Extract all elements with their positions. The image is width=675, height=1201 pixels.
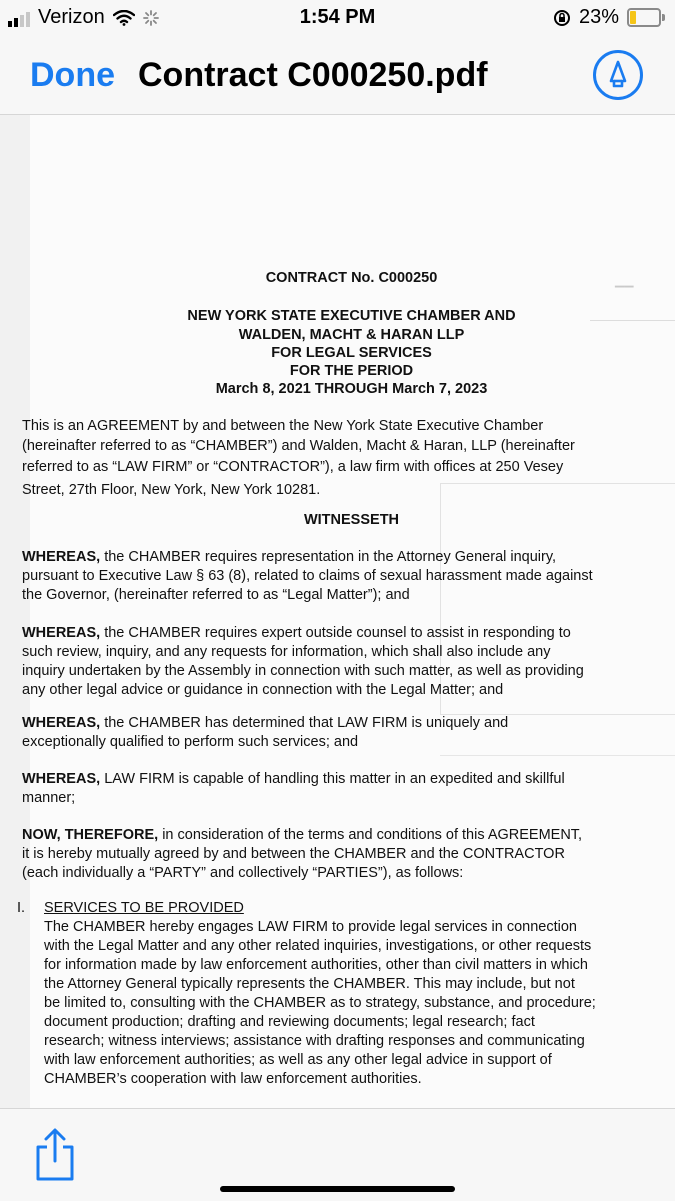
battery-percent: 23% [578, 6, 619, 28]
section-line: be limited to, consulting with the CHAMBER as to strategy, substance, and procedure; [44, 995, 596, 1011]
whereas-paragraph [22, 548, 556, 567]
battery-level-fill [630, 11, 636, 24]
paragraph-line: (each individually a “PARTY” and collectively “PARTIES”), as follows: [22, 865, 464, 881]
document-title: Contract C000250.pdf [138, 56, 488, 94]
status-time: 1:54 PM [299, 6, 376, 28]
heading-line: FOR THE PERIOD [289, 363, 414, 379]
paragraph-line: such review, inquiry, and any requests for information, which shall also include any [22, 644, 551, 660]
heading-line: WALDEN, MACHT & HARAN LLP [238, 327, 465, 343]
share-icon [30, 1127, 80, 1183]
intro-line: This is an AGREEMENT by and between the New York State Executive Chamber [22, 418, 544, 434]
status-bar [0, 0, 675, 38]
paragraph-line: pursuant to Executive Law § 63 (8), related to claims of sexual harassment made against [22, 568, 593, 584]
whereas-label: WHEREAS, [22, 549, 101, 565]
whereas-label: WHEREAS, [22, 625, 101, 641]
paragraph-line: it is hereby mutually agreed by and between the CHAMBER and the CONTRACTOR [22, 846, 565, 862]
section-line: the Attorney General typically represents the CHAMBER. This may include, but not [44, 976, 575, 992]
paragraph-text: in consideration of the terms and conditions of this AGREEMENT, [162, 827, 583, 843]
now-therefore-paragraph [22, 826, 582, 845]
paragraph-line: inquiry undertaken by the Assembly in connection with such matter, as well as providing [22, 663, 584, 679]
markup-pen-icon [596, 53, 640, 97]
whereas-paragraph [22, 624, 571, 643]
intro-line: (hereinafter referred to as “CHAMBER”) and Walden, Macht & Haran, LLP (hereinafter [22, 438, 575, 454]
section-title: SERVICES TO BE PROVIDED [44, 900, 244, 916]
heading-line: FOR LEGAL SERVICES [271, 345, 432, 361]
section-line: CHAMBER’s cooperation with law enforcement authorities. [44, 1071, 422, 1087]
section-line: The CHAMBER hereby engages LAW FIRM to provide legal services in connection [44, 919, 577, 935]
paragraph-text: the CHAMBER requires expert outside counsel to assist in responding to [104, 625, 571, 641]
document-viewer[interactable] [0, 115, 675, 1108]
whereas-label: WHEREAS, [22, 771, 101, 787]
whereas-paragraph [22, 714, 508, 733]
heading-line: March 8, 2021 THROUGH March 7, 2023 [215, 381, 488, 397]
home-indicator[interactable] [220, 1186, 455, 1192]
section-line: document production; drafting and reviewing documents; legal research; fact [44, 1014, 535, 1030]
share-button[interactable] [30, 1127, 80, 1183]
heading-line: NEW YORK STATE EXECUTIVE CHAMBER AND [187, 308, 516, 324]
paragraph-line: the Governor, (hereinafter referred to as “Legal Matter”); and [22, 587, 410, 603]
witnesseth-heading: WITNESSETH [303, 512, 400, 528]
whereas-label: WHEREAS, [22, 715, 101, 731]
paragraph-line: manner; [22, 790, 76, 806]
bleed-through [590, 320, 675, 381]
orientation-lock-icon [553, 9, 571, 27]
paragraph-text: LAW FIRM is capable of handling this matter in an expedited and skillful [104, 771, 565, 787]
intro-line: referred to as “LAW FIRM” or “CONTRACTOR”), a law firm with offices at 250 Vesey [22, 459, 564, 475]
markup-button[interactable] [593, 50, 643, 100]
carrier-label: Verizon [38, 6, 105, 28]
section-line: with law enforcement authorities; as well as any other legal advice in support of [44, 1052, 552, 1068]
battery-icon [627, 8, 661, 27]
pdf-page [17, 115, 675, 1108]
section-line: research; witness interviews; assistance with drafting responses and communicating [44, 1033, 585, 1049]
paragraph-text: the CHAMBER has determined that LAW FIRM is uniquely and [104, 715, 509, 731]
intro-line: Street, 27th Floor, New York, New York 10281. [22, 482, 321, 498]
paragraph-text: the CHAMBER requires representation in the Attorney General inquiry, [104, 549, 557, 565]
whereas-paragraph [22, 770, 565, 789]
section-line: for information made by law enforcement authorities, other than civil matters in which [44, 957, 588, 973]
navigation-bar [0, 38, 675, 115]
section-line: with the Legal Matter and any other related inquiries, investigations, or other requests [44, 938, 592, 954]
bleed-through: ▔▔ [615, 286, 634, 300]
section-number: I. [17, 900, 26, 916]
paragraph-line: any other legal advice or guidance in connection with the Legal Matter; and [22, 682, 504, 698]
done-button[interactable]: Done [30, 56, 115, 94]
status-right [553, 6, 661, 29]
paragraph-line: exceptionally qualified to perform such services; and [22, 734, 359, 750]
now-therefore-label: NOW, THEREFORE, [22, 827, 159, 843]
contract-number: CONTRACT No. C000250 [265, 270, 438, 286]
